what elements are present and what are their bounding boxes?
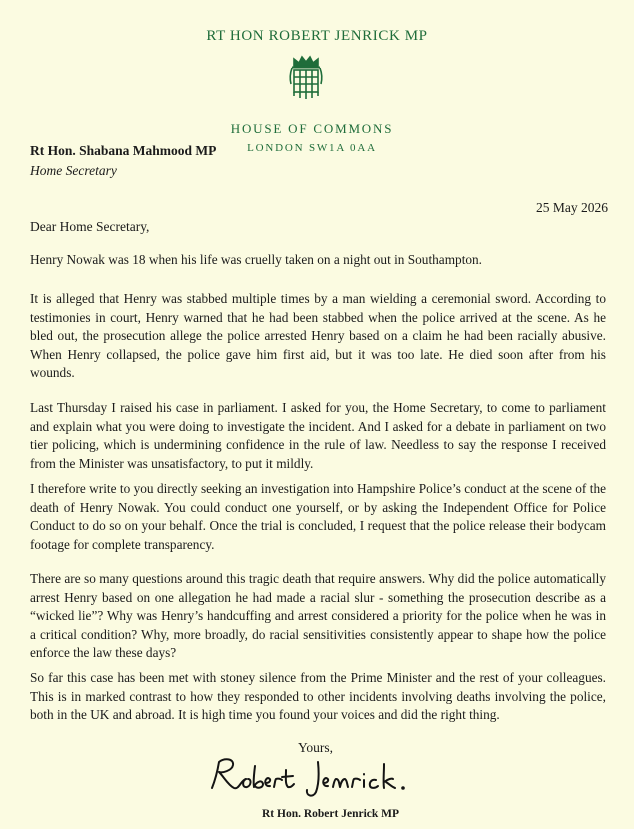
body-paragraph: I therefore write to you directly seeking an investigation into Hampshire Police’s conduct at the scene of the death of Henry Nowak. You could conduct one yourself, or by asking the Independent Office for Police Conduct to do so on your behalf. Once the trial is concluded, I request that the police release their bodycam footage for complete transparency. bbox=[30, 481, 606, 552]
letterhead-name: RT HON ROBERT JENRICK MP bbox=[206, 28, 428, 44]
salutation: Dear Home Secretary, bbox=[30, 219, 150, 234]
letter-date: 25 May 2026 bbox=[536, 200, 608, 215]
body-paragraph: Last Thursday I raised his case in parliament. I asked for you, the Home Secretary, to come to parliament and explain what you were doing to investigate the incident. And I asked for a debate in parliament on two tier policing, which is undermining confidence in the rule of law. Needless to say the response I received from the Minister was unsatisfactory, to put it mildly. bbox=[30, 400, 606, 471]
signer-name: Rt Hon. Robert Jenrick MP bbox=[262, 808, 400, 820]
signoff: Yours, bbox=[298, 740, 334, 755]
body-paragraph: So far this case has been met with stoney silence from the Prime Minister and the rest of your colleagues. This is in marked contrast to how they responded to other incidents involving deaths involving the police, both in the UK and abroad. It is high time you found your voices and did the right thing. bbox=[30, 670, 606, 722]
body-paragraph: It is alleged that Henry was stabbed multiple times by a man wielding a ceremonial sword. According to testimonies in court, Henry warned that he had been stabbed when the police arrived at the scene. As he bled out, the prosecution allege the police arrested Henry based on a claim he had been racially abusive. When Henry collapsed, the police gave him first aid, but it was too late. He died soon after from his wounds. bbox=[30, 291, 606, 380]
portcullis-icon bbox=[288, 54, 324, 100]
recipient-name: Rt Hon. Shabana Mahmood MP bbox=[30, 143, 217, 158]
house-of-commons-heading: HOUSE OF COMMONS bbox=[230, 121, 394, 136]
body-paragraph: There are so many questions around this tragic death that require answers. Why did the police automatically arrest Henry based on one allegation he had made a racial slur - something the prosecution describe as a “wicked lie”? Why was Henry’s handcuffing and arrest considered a priority for the police when he was in a critical condition? Why, more broadly, do racial sensitivities consistently appear to shape how the police enforce the law these days? bbox=[30, 571, 606, 660]
recipient-title: Home Secretary bbox=[30, 163, 117, 178]
house-address: LONDON SW1A 0AA bbox=[247, 142, 377, 154]
handwritten-signature bbox=[206, 752, 446, 800]
body-paragraph: Henry Nowak was 18 when his life was cruelly taken on a night out in Southampton. bbox=[30, 252, 483, 267]
